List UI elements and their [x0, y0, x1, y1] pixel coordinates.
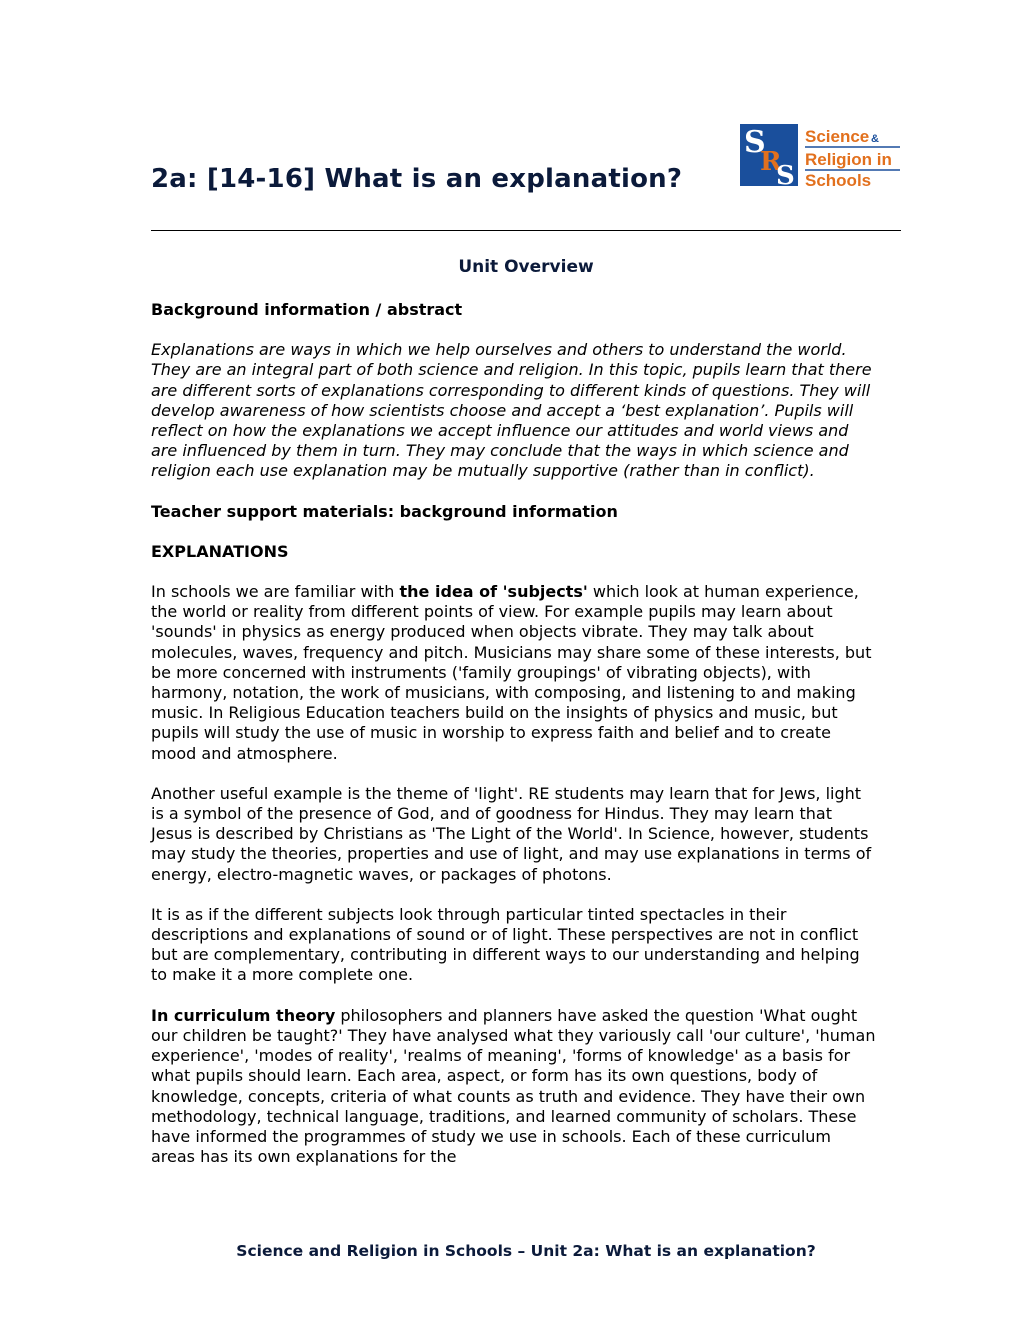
logo-line-science: Science: [805, 127, 870, 146]
logo-letter-s1: S: [744, 125, 766, 160]
paragraph-curriculum: [151, 1006, 876, 1168]
page-footer: Science and Religion in Schools – Unit 2a: What is an explanation?: [236, 1242, 816, 1260]
paragraph-light: Another useful example is the theme of 'light'. RE students may learn that for Jews, light is a symbol of the presence of God, and of goodness for Hindus. They may learn that Jesus is described by Christians as 'The Light of the World'. In Science, however, students may study the theories, properties and use of light, and may use explanations in terms of energy, electro-magnetic waves, or packages of photons.: [151, 783, 872, 884]
explanations-heading: EXPLANATIONS: [151, 541, 289, 561]
logo-letter-r: R: [760, 147, 782, 177]
paragraph-subjects-post: which look at human experience, the world or reality from different points of view. For example pupils may learn about 'sounds' in physics as energy produced when objects vibrate. They may talk about molecules, waves, frequency and pitch. Musicians may share some of these interests, but be more concerned with instruments ('family groupings' of vibrating objects), with harmony, notation, the work of musicians, with composing, and listening to and making music. In Religious Education teachers build on the insights of physics and music, but pupils will study the use of music in worship to express faith and belief and to create mood and atmosphere.: [151, 582, 872, 763]
paragraph-subjects-pre: In schools we are familiar with: [151, 582, 400, 602]
unit-overview-heading: Unit Overview: [458, 257, 594, 277]
logo-letter-s2: S: [776, 161, 795, 190]
teacher-support-heading: Teacher support materials: background information: [151, 501, 618, 521]
logo-line-schools: Schools: [805, 171, 872, 190]
paragraph-curriculum-bold: In curriculum theory: [151, 1005, 336, 1025]
logo-line-religion: Religion in: [805, 150, 892, 169]
paragraph-subjects-bold: the idea of 'subjects': [399, 582, 588, 602]
abstract-paragraph: Explanations are ways in which we help ourselves and others to understand the world. They are an integral part of both science and religion. In this topic, pupils learn that there are different sorts of explanations corresponding to different kinds of questions. They will develop awareness of how scientists choose and accept a ‘best explanation’. Pupils will reflect on how the explanations we accept influence our attitudes and world views and are influenced by them in turn. They may conclude that the ways in which science and religion each use explanation may be mutually supportive (rather than in conflict).: [151, 340, 872, 481]
logo-amp: &: [871, 133, 879, 145]
paragraph-subjects: [151, 582, 876, 764]
header-divider: [151, 230, 901, 231]
document-body: [151, 300, 876, 1187]
paragraph-curriculum-post: philosophers and planners have asked the question 'What ought our children be taught?' They have analysed what they variously call 'our culture', 'human experience', 'modes of reality', 'realms of meaning', 'forms of knowledge' as a basis for what pupils should learn. Each area, aspect, or form has its own questions, body of knowledge, concepts, criteria of what counts as truth and evidence. They have their own methodology, technical language, traditions, and learned community of scholars. These have informed the programmes of study we use in schools. Each of these curriculum areas has its own explanations for the: [151, 1005, 876, 1167]
paragraph-spectacles: It is as if the different subjects look through particular tinted spectacles in their descriptions and explanations of sound or of light. These perspectives are not in conflict but are complementary, contributing in different ways to our understanding and helping to make it a more complete one.: [151, 904, 860, 985]
background-heading: Background information / abstract: [151, 300, 463, 319]
page-title: 2a: [14-16] What is an explanation?: [151, 164, 683, 194]
srs-logo: [740, 120, 905, 190]
